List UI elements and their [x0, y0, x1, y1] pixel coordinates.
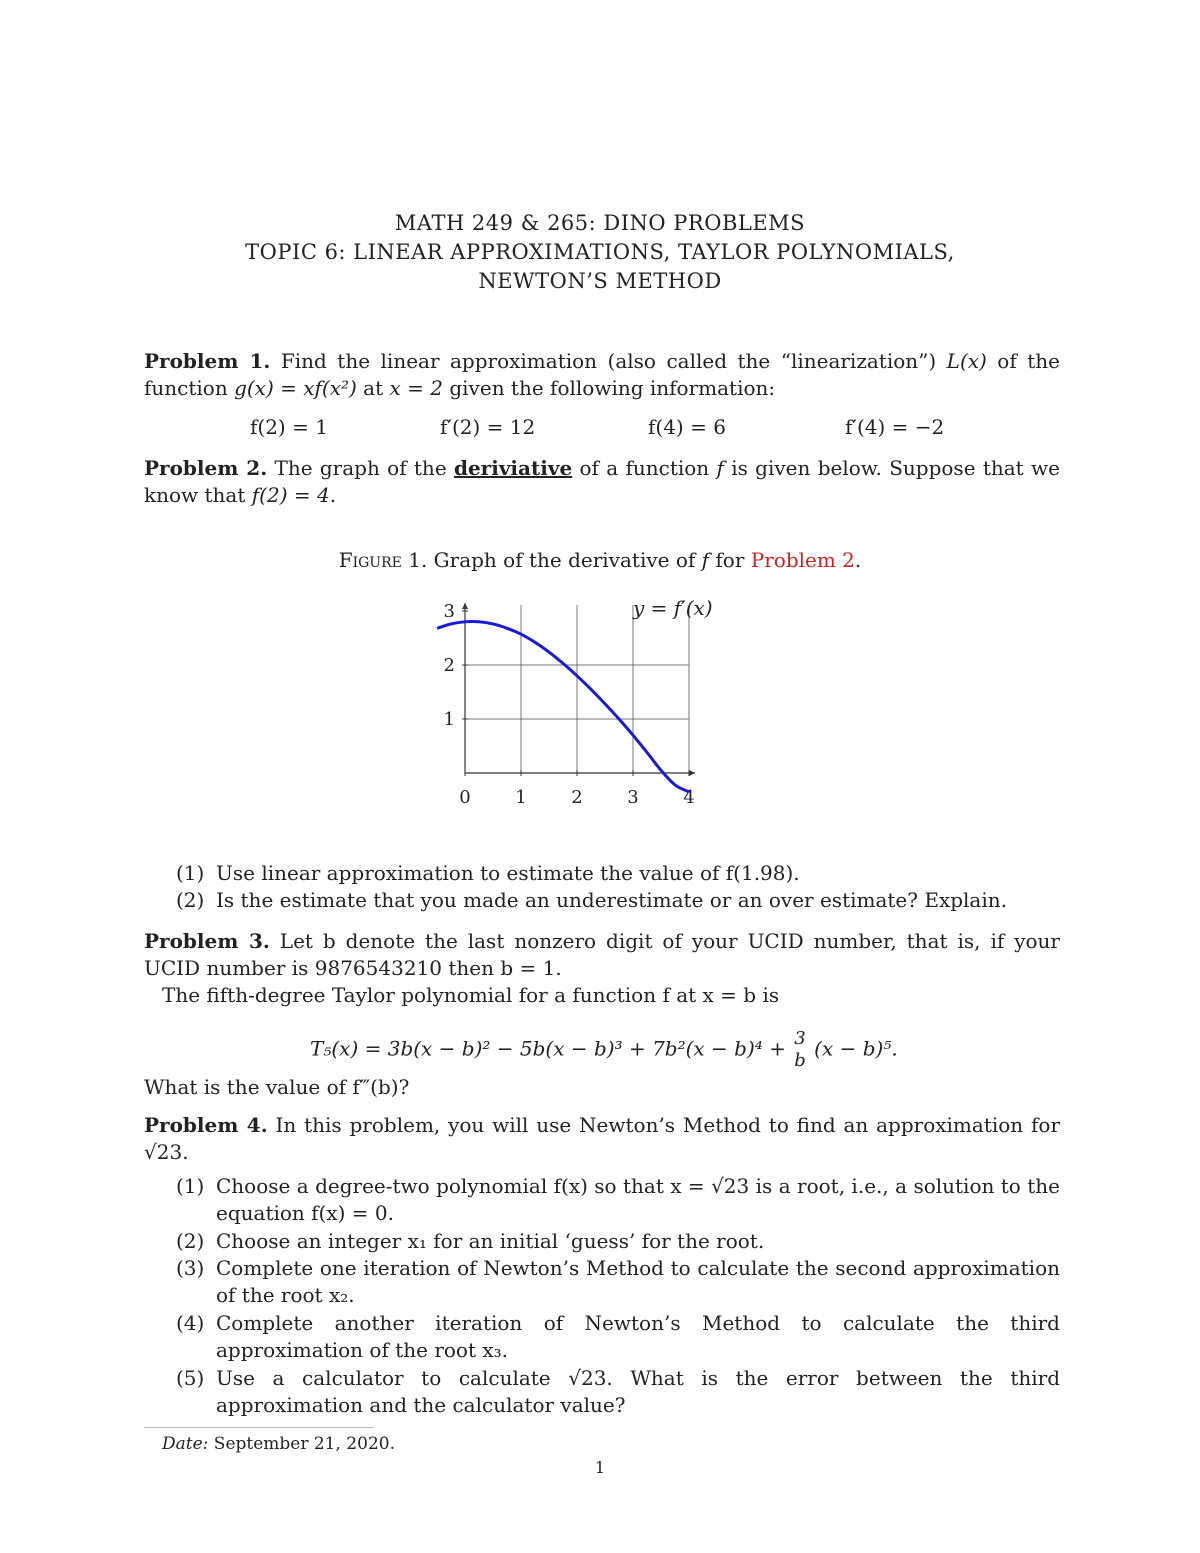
page-number: 1 [594, 1458, 606, 1477]
y-tick-label: 3 [443, 601, 455, 622]
problem-1-label: Problem 1. [144, 349, 271, 373]
fraction-numerator: 3 [794, 1028, 806, 1049]
problem-1-text-a: Find the linear approximation (also called the “linearization”) [280, 349, 947, 373]
figure-caption-end: . [854, 548, 862, 572]
item-text: Use a calculator to calculate √23. What is the error between the third approximation and the calculator value? [216, 1366, 1060, 1417]
problem-3-intro: The fifth-degree Taylor polynomial for a function f at x = b is [162, 983, 780, 1007]
problem-1 [144, 348, 1060, 402]
problem-2-math-cond: f(2) = 4 [251, 483, 330, 507]
curve-label: y = f′(x) [633, 596, 713, 620]
figure-caption-for: for [709, 548, 751, 572]
problem-2-underlined: deriviative [453, 456, 573, 480]
problem-4 [144, 1112, 1060, 1166]
doc-title-line1: MATH 249 & 265: DINO PROBLEMS [394, 211, 806, 235]
derivative-graph [420, 580, 760, 820]
chart-axes [462, 603, 695, 776]
figure-caption-label: Figure 1. [338, 548, 428, 572]
taylor-formula-main: T₅(x) = 3b(x − b)² − 5b(x − b)³ + 7b²(x − b)⁴ + [310, 1036, 793, 1061]
footnote-date [162, 1434, 395, 1454]
problem-2 [144, 455, 1060, 509]
figure-caption-ref[interactable]: Problem 2 [750, 548, 855, 572]
problem-3 [144, 928, 1060, 982]
chart-series [437, 622, 689, 792]
problem-2-text-b: of a function [572, 456, 717, 480]
doc-title-line3: NEWTON’S METHOD [478, 269, 722, 293]
item-text: Complete another iteration of Newton’s Method to calculate the third approximation of the root x₃. [216, 1311, 1060, 1362]
item-text: Complete one iteration of Newton’s Method to calculate the second approximation of the root x₂. [216, 1256, 1060, 1307]
given-f2: f(2) = 1 [250, 415, 328, 439]
taylor-fraction [794, 1028, 806, 1072]
item-number: (1) [176, 1174, 205, 1198]
doc-title-line2: TOPIC 6: LINEAR APPROXIMATIONS, TAYLOR POLYNOMIALS, [245, 240, 955, 264]
problem-2-math-f: f [716, 456, 724, 480]
item-number: (5) [176, 1366, 205, 1390]
x-tick-label: 1 [515, 787, 527, 808]
problem-2-label: Problem 2. [144, 456, 268, 480]
item-number: (2) [176, 888, 205, 912]
problem-1-text-b: of the function [144, 349, 1060, 400]
item-text: Use linear approximation to estimate the value of f(1.98). [216, 861, 800, 885]
y-axis-arrow [462, 603, 468, 609]
item-number: (4) [176, 1311, 205, 1335]
figure-caption-text: Graph of the derivative of [433, 548, 702, 572]
x-tick-label: 4 [683, 787, 695, 808]
item-number: (2) [176, 1229, 205, 1253]
problem-1-math-g: g(x) = xf(x²) [234, 376, 357, 400]
item-text: Choose a degree-two polynomial f(x) so that x = √23 is a root, i.e., a solution to the equation f(x) = 0. [216, 1174, 1060, 1225]
footnote-label: Date: [162, 1434, 209, 1454]
given-fprime4: f′(4) = −2 [845, 415, 945, 439]
problem-2-text-d: . [329, 483, 337, 507]
problem-2-text-c: is given below. Suppose that we know that [144, 456, 1060, 507]
item-text: Choose an integer x₁ for an initial ‘guess’ for the root. [216, 1229, 765, 1253]
problem-2-text-a: The graph of the [274, 456, 454, 480]
footnote-value: September 21, 2020. [208, 1434, 395, 1454]
figure-caption [0, 548, 1200, 572]
chart-grid [465, 605, 689, 773]
x-axis-arrow [689, 770, 695, 776]
problem-1-math-x: x = 2 [389, 376, 443, 400]
problem-1-text-c: at [356, 376, 390, 400]
given-f4: f(4) = 6 [648, 415, 726, 439]
x-tick-label: 0 [459, 787, 471, 808]
y-tick-label: 1 [443, 709, 455, 730]
problem-3-label: Problem 3. [144, 929, 270, 953]
problem-4-text-a: In this problem, you will use Newton’s Method to find an approximation for [275, 1113, 1060, 1137]
item-number: (1) [176, 861, 205, 885]
fraction-denominator: b [794, 1050, 806, 1071]
footnote-rule [144, 1427, 374, 1428]
problem-3-text-a: Let b denote the last nonzero digit of your UCID number, that is, if your UCID number is 9876543210 then b = 1. [144, 929, 1060, 980]
taylor-formula [310, 1028, 898, 1072]
problem-3-question: What is the value of f‴(b)? [144, 1075, 410, 1099]
y-tick-label: 2 [443, 655, 455, 676]
taylor-formula-end: (x − b)⁵. [814, 1036, 898, 1061]
figure-caption-f: f [701, 548, 710, 572]
x-tick-label: 2 [571, 787, 583, 808]
problem-1-math-L: L(x) [946, 349, 987, 373]
item-number: (3) [176, 1256, 205, 1280]
chart-tick-labels [444, 601, 695, 808]
item-text: Is the estimate that you made an underestimate or an over estimate? Explain. [216, 888, 1007, 912]
problem-4-sqrt: √23. [144, 1140, 189, 1164]
derivative-curve [437, 622, 689, 792]
x-tick-label: 3 [627, 787, 639, 808]
problem-1-text-d: given the following information: [443, 376, 776, 400]
problem-4-label: Problem 4. [144, 1113, 268, 1137]
given-fprime2: f′(2) = 12 [440, 415, 536, 439]
